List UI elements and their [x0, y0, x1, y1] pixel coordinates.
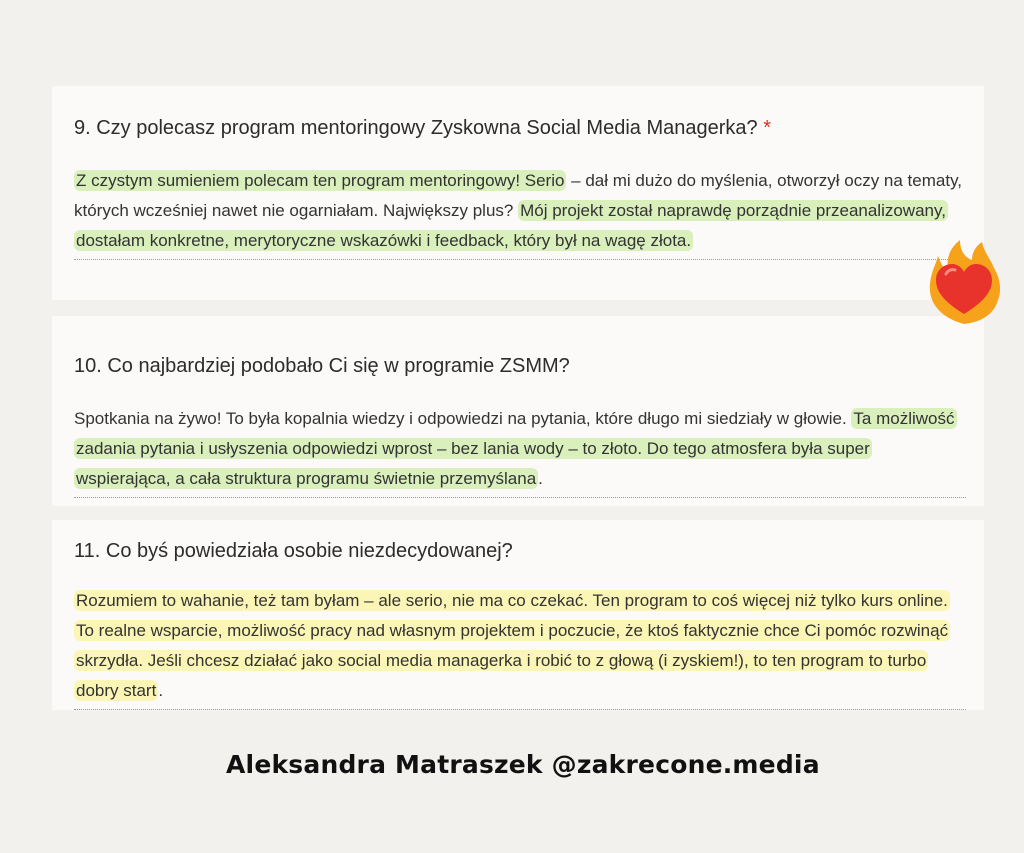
- question-card-10: [52, 316, 984, 506]
- author-signature: Aleksandra Matraszek @zakrecone.media: [226, 750, 820, 779]
- answer-11-highlight: Rozumiem to wahanie, też tam byłam – ale serio, nie ma co czekać. Ten program to coś więcej niż tylko kurs online. To realne wsparcie, możliwość pracy nad własnym projektem i poczucie, że ktoś faktycznie chce Ci pomóc rozwinąć skrzydła. Jeśli chcesz działać jako social media managerka i robić to z głową (i zyskiem!), to ten program to turbo dobry start: [76, 591, 949, 700]
- question-10-title: 10. Co najbardziej podobało Ci się w programie ZSMM?: [74, 355, 570, 377]
- question-card-11: [52, 520, 984, 710]
- question-card-9: [52, 86, 984, 300]
- answer-10-text-3: .: [538, 469, 543, 488]
- answer-9-highlight-2: Mój projekt został naprawdę porządnie przeanalizowany, dostałam konkretne, merytoryczne wskazówki i feedback, który był na wagę złota.: [76, 201, 946, 250]
- answer-11-text-2: .: [158, 681, 164, 700]
- required-asterisk: *: [763, 117, 772, 139]
- answer-10: [74, 404, 966, 498]
- answer-11: [74, 586, 966, 710]
- question-9-text: 9. Czy polecasz program mentoringowy Zyskowna Social Media Managerka?: [74, 117, 758, 139]
- heart-on-fire-icon: [924, 238, 1004, 326]
- answer-10-highlight: Ta możliwość zadania pytania i usłyszenia odpowiedzi wprost – bez lania wody – to złoto. Do tego atmosfera była super wspierająca, a cała struktura programu świetnie przemyślana: [76, 409, 955, 488]
- question-9-title: [74, 116, 771, 140]
- answer-9-highlight-1: Z czystym sumieniem polecam ten program mentoringowy! Serio: [76, 171, 565, 190]
- answer-9: [74, 166, 966, 260]
- answer-9-text-2: – dał mi dużo do myślenia, otworzył oczy na tematy, których wcześniej nawet nie ogarniałam. Największy plus?: [74, 171, 963, 220]
- question-11-title: 11. Co byś powiedziała osobie niezdecydowanej?: [74, 540, 513, 562]
- answer-10-text-1: Spotkania na żywo! To była kopalnia wiedzy i odpowiedzi na pytania, które długo mi siedziały w głowie.: [74, 409, 852, 428]
